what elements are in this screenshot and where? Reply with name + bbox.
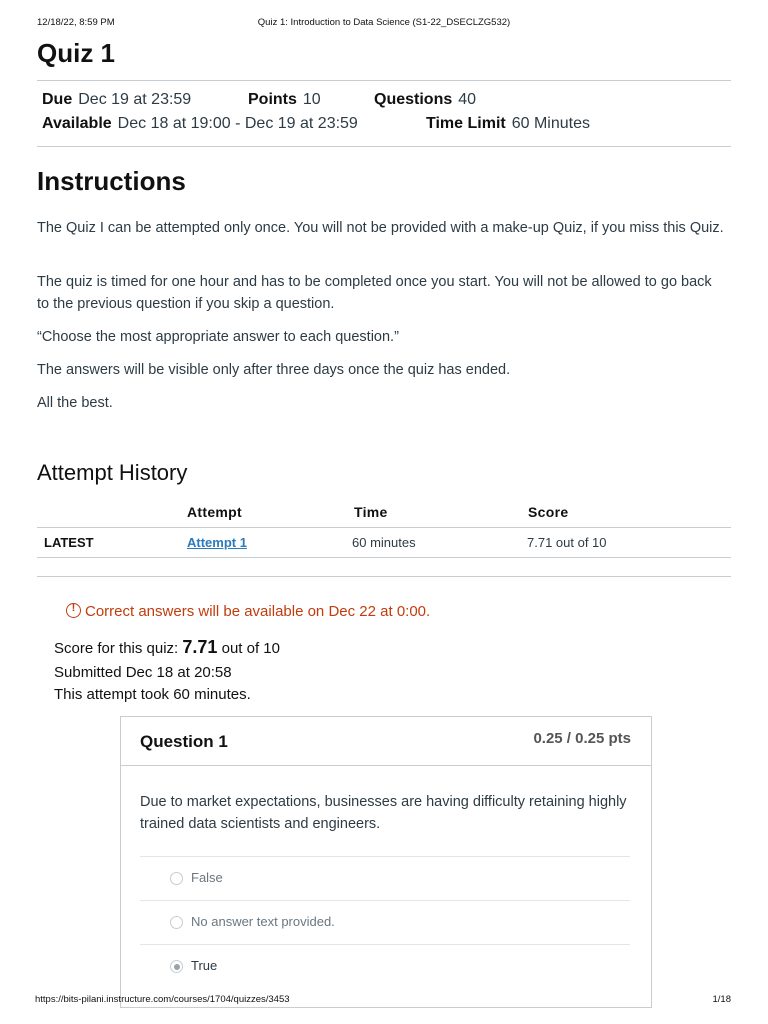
header-score: Score [528, 504, 569, 520]
divider [37, 146, 731, 147]
duration-text: This attempt took 60 minutes. [54, 686, 251, 703]
print-url: https://bits-pilani.instructure.com/courses/1704/quizzes/3453 [35, 994, 290, 1005]
print-document-title: Quiz 1: Introduction to Data Science (S1-22_DSECLZG532) [257, 17, 511, 28]
instructions-paragraph: “Choose the most appropriate answer to each question.” [37, 329, 399, 345]
question-text: Due to market expectations, businesses are having difficulty retaining highly trained data scientists and engineers. [140, 794, 627, 832]
instructions-title: Instructions [37, 166, 186, 196]
instructions-paragraph: All the best. [37, 395, 113, 411]
print-page-number: 1/18 [712, 994, 731, 1005]
points-label: Points [248, 91, 297, 108]
available-label: Available [42, 115, 112, 132]
time-limit-label: Time Limit [426, 115, 506, 132]
correct-answers-notice [66, 603, 430, 620]
points-meta [248, 91, 321, 109]
page-title: Quiz 1 [37, 38, 116, 68]
question-points: 0.25 / 0.25 pts [533, 730, 631, 747]
question-header [121, 717, 651, 766]
header-time: Time [354, 504, 388, 520]
due-label: Due [42, 91, 73, 108]
score-suffix: out of 10 [221, 640, 280, 657]
answer-option [140, 944, 630, 988]
questions-label: Questions [374, 91, 453, 108]
radio-button [170, 916, 183, 929]
answer-label: No answer text provided. [191, 914, 335, 929]
available-value: Dec 18 at 19:00 - Dec 19 at 23:59 [117, 115, 358, 132]
score-value: 7.71 [182, 637, 218, 657]
instructions-paragraph: The answers will be visible only after three days once the quiz has ended. [37, 362, 511, 378]
latest-label: LATEST [44, 535, 94, 550]
warning-icon [66, 603, 81, 618]
divider [37, 80, 731, 81]
time-limit-value: 60 Minutes [511, 115, 590, 132]
attempt-time: 60 minutes [352, 535, 416, 550]
table-row [37, 528, 731, 558]
attempt-1-link[interactable]: Attempt 1 [187, 535, 247, 550]
time-limit-meta [426, 115, 590, 133]
available-meta [42, 115, 358, 133]
due-value: Dec 19 at 23:59 [78, 91, 192, 108]
answer-option [140, 900, 630, 944]
radio-button-selected [170, 960, 183, 973]
notice-text: Correct answers will be available on Dec 22 at 0:00. [85, 603, 431, 620]
instructions-paragraph: The Quiz I can be attempted only once. You will not be provided with a make-up Quiz, if you miss this Quiz. [37, 220, 724, 236]
table-header [37, 498, 731, 528]
attempt-history-table [37, 498, 731, 558]
question-card [120, 716, 652, 1008]
answer-label: True [191, 958, 218, 973]
submitted-text: Submitted Dec 18 at 20:58 [54, 664, 232, 681]
due-meta [42, 91, 191, 109]
quiz-score [54, 637, 280, 658]
questions-value: 40 [458, 91, 477, 108]
divider [37, 576, 731, 577]
questions-meta [374, 91, 476, 109]
score-prefix: Score for this quiz: [54, 640, 179, 657]
answer-label: False [191, 870, 223, 885]
question-title: Question 1 [140, 732, 228, 751]
instructions-paragraph: The quiz is timed for one hour and has to be completed once you start. You will not be allowed to go back to the previous question if you skip a question. [37, 274, 712, 312]
print-header [37, 17, 731, 31]
header-attempt: Attempt [187, 504, 242, 520]
print-timestamp: 12/18/22, 8:59 PM [37, 17, 115, 28]
print-footer [37, 994, 731, 1008]
attempt-history-title: Attempt History [37, 460, 188, 485]
radio-button [170, 872, 183, 885]
answer-option [140, 856, 630, 900]
attempt-score: 7.71 out of 10 [527, 535, 607, 550]
answer-list [140, 856, 630, 988]
points-value: 10 [302, 91, 321, 108]
